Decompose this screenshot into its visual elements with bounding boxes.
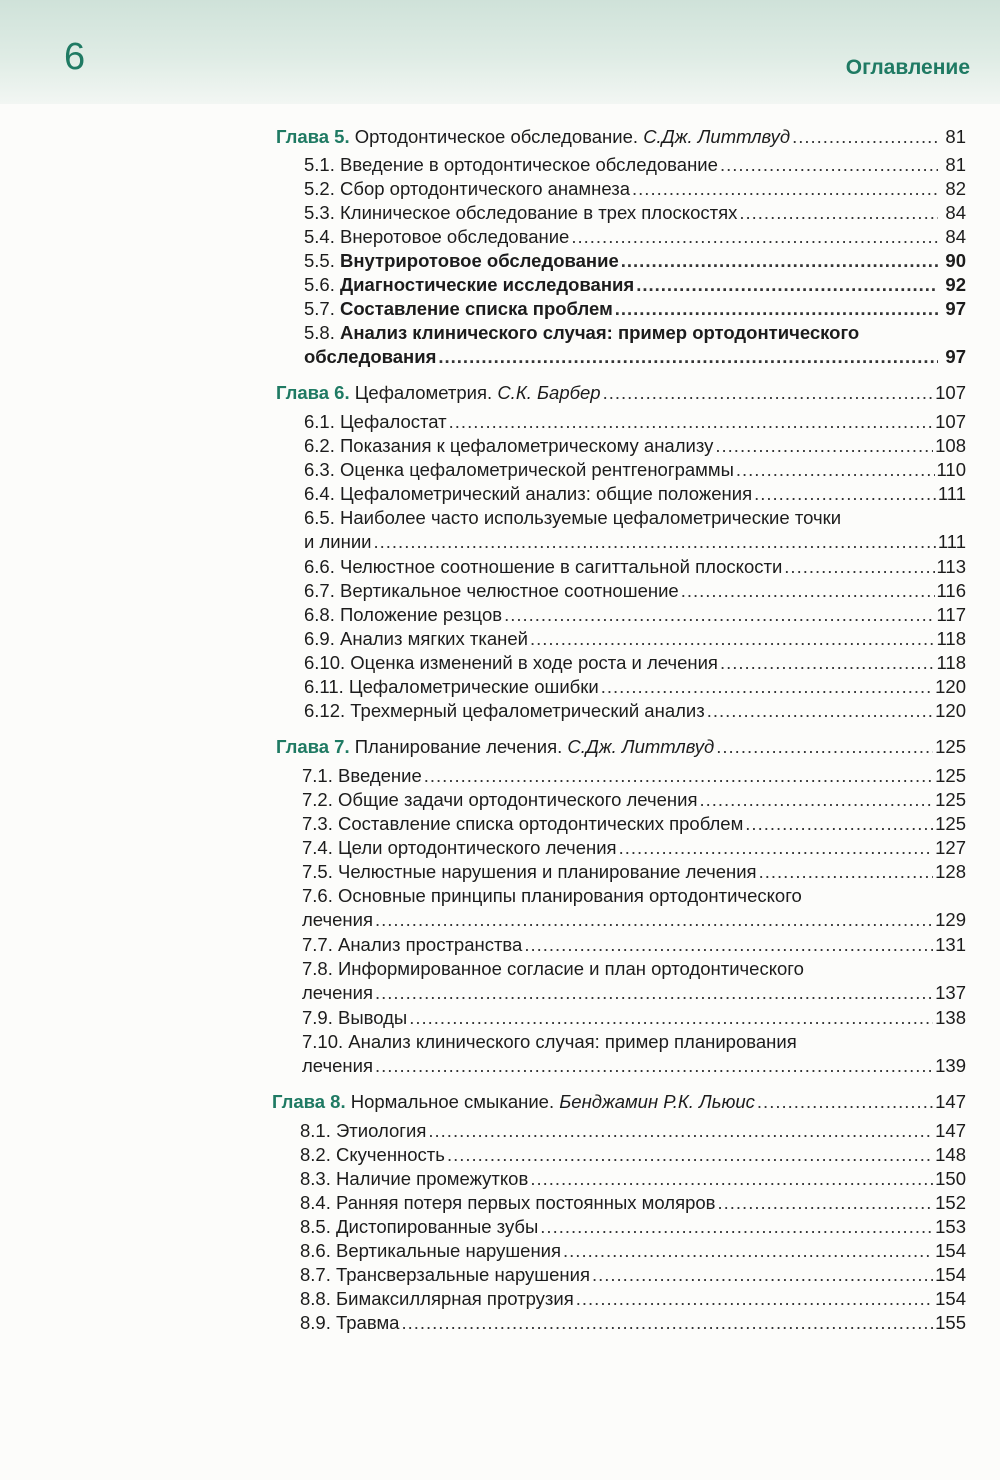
item-number: 6.12. [304,700,346,721]
dot-leader [524,933,933,957]
page-ref: 81 [945,154,966,175]
page-ref: 147 [935,1120,966,1141]
item-title: Информированное согласие и план ортодонтического [338,958,804,979]
item-title: Сбор ортодонтического анамнеза [340,178,631,199]
item-title: Наиболее часто используемые цефалометрические точки [340,507,842,528]
item-number: 6.4. [304,483,335,504]
item-number: 6.5. [304,507,335,528]
item-number: 8.8. [300,1288,331,1309]
dot-leader [409,1006,933,1030]
dot-leader [530,1167,933,1191]
dot-leader [720,651,935,675]
dot-leader [736,458,935,482]
toc-item[interactable] [304,249,966,273]
item-title: Диагностические исследования [340,274,635,295]
chapter-8-heading[interactable] [272,1090,966,1114]
dot-leader [718,1191,934,1215]
page-ref: 125 [935,813,966,834]
page-ref: 92 [945,274,966,295]
toc-item[interactable] [304,482,966,506]
dot-leader [449,410,933,434]
toc-item[interactable] [300,1287,966,1311]
dot-leader [754,482,936,506]
page-ref: 125 [935,789,966,810]
item-number: 5.1. [304,154,335,175]
item-title: Цефалостат [340,411,447,432]
item-title-continuation: лечения [302,1055,373,1076]
item-title: Вертикальное челюстное соотношение [340,580,679,601]
page-ref: 84 [945,226,966,247]
page-ref: 150 [935,1168,966,1189]
dot-leader [576,1287,933,1311]
item-title: Анализ пространства [338,934,523,955]
page-ref: 137 [935,982,966,1003]
dot-leader [615,297,938,321]
toc-item[interactable] [304,321,966,369]
item-title: Составление списка проблем [340,298,613,319]
page-ref: 111 [937,531,966,552]
dot-leader [632,177,938,201]
page-ref: 139 [935,1055,966,1076]
page-ref: 116 [936,580,966,601]
chapter-6-heading[interactable] [276,381,966,405]
item-number: 7.10. [302,1031,344,1052]
chapter-5-heading[interactable] [276,125,966,149]
item-title: Показания к цефалометрическому анализу [340,435,714,456]
page-ref: 147 [935,1091,966,1112]
item-title-continuation: лечения [302,909,373,930]
page-ref: 97 [945,298,966,319]
dot-leader [428,1119,933,1143]
chapter-author: С.К. Барбер [497,382,601,403]
chapter-author: С.Дж. Литтлвуд [567,736,715,757]
item-number: 7.8. [302,958,333,979]
toc-item[interactable] [300,1119,966,1143]
toc-item[interactable] [304,177,966,201]
page-ref: 127 [935,837,966,858]
toc-item[interactable] [304,201,966,225]
dot-leader [739,201,938,225]
page-ref: 138 [935,1007,966,1028]
toc-item[interactable] [304,434,966,458]
toc-item[interactable] [300,1311,966,1335]
item-number: 5.3. [304,202,335,223]
page-ref: 153 [935,1216,966,1237]
toc-item[interactable] [302,884,966,932]
toc-item[interactable] [304,555,966,579]
toc-item[interactable] [304,627,966,651]
dot-leader [540,1215,933,1239]
item-number: 6.1. [304,411,335,432]
toc-item[interactable] [304,675,966,699]
toc-item[interactable] [304,579,966,603]
item-title: Травма [336,1312,400,1333]
page-ref: 120 [935,676,966,697]
dot-leader [424,764,933,788]
page-ref: 107 [935,411,966,432]
item-title: Общие задачи ортодонтического лечения [338,789,698,810]
page-ref: 82 [945,178,966,199]
toc-item[interactable] [302,836,966,860]
dot-leader [375,981,933,1005]
dot-leader [699,788,933,812]
dot-leader [720,153,938,177]
toc-item[interactable] [302,957,966,1005]
item-title: Цефалометрический анализ: общие положения [340,483,753,504]
item-title: Положение резцов [340,604,503,625]
item-number: 5.2. [304,178,335,199]
item-number: 7.7. [302,934,333,955]
page-number: 6 [64,36,86,78]
item-title: Клиническое обследование в трех плоскостях [340,202,738,223]
chapter-title: Цефалометрия. [354,382,493,403]
item-title: Цефалометрические ошибки [348,676,599,697]
toc-item[interactable] [304,297,966,321]
item-title: Оценка цефалометрической рентгенограммы [340,459,734,480]
toc-item[interactable] [302,812,966,836]
page-ref: 107 [935,382,966,403]
item-number: 6.9. [304,628,335,649]
dot-leader [447,1143,933,1167]
chapter-title: Планирование лечения. [354,736,563,757]
item-title: Этиология [336,1120,427,1141]
dot-leader [759,860,934,884]
item-title-continuation: обследования [304,346,437,367]
dot-leader [716,735,933,759]
dot-leader [375,1054,933,1078]
page-ref: 154 [935,1264,966,1285]
page-ref: 117 [936,604,966,625]
dot-leader [571,225,938,249]
toc-item[interactable] [302,860,966,884]
item-number: 6.8. [304,604,335,625]
item-title: Трансверзальные нарушения [336,1264,590,1285]
item-title: Анализ клинического случая: пример планирования [348,1031,797,1052]
item-number: 6.10. [304,652,346,673]
page-ref: 81 [945,126,966,147]
dot-leader [681,579,935,603]
item-title: Ранняя потеря первых постоянных моляров [336,1192,716,1213]
dot-leader [757,1090,933,1114]
dot-leader [592,1263,933,1287]
item-number: 6.3. [304,459,335,480]
item-number: 7.2. [302,789,333,810]
page-ref: 155 [935,1312,966,1333]
chapter-label: Глава 6. [276,382,350,403]
toc-item[interactable] [300,1263,966,1287]
item-title: Дистопированные зубы [336,1216,539,1237]
dot-leader [621,249,938,273]
item-title: Цели ортодонтического лечения [338,837,617,858]
chapter-label: Глава 5. [276,126,350,147]
dot-leader [401,1311,933,1335]
item-number: 7.1. [302,765,333,786]
dot-leader [601,675,933,699]
item-number: 5.5. [304,250,335,271]
item-title: Трехмерный цефалометрический анализ [350,700,705,721]
toc-item[interactable] [304,273,966,297]
page-ref: 118 [936,652,966,673]
dot-leader [792,125,938,149]
item-title: Скученность [336,1144,445,1165]
item-number: 7.6. [302,885,333,906]
page-ref: 118 [936,628,966,649]
item-number: 5.7. [304,298,335,319]
item-number: 8.2. [300,1144,331,1165]
item-title: Челюстные нарушения и планирование лечения [338,861,757,882]
page-ref: 90 [945,250,966,271]
item-title: Введение в ортодонтическое обследование [340,154,718,175]
dot-leader [619,836,934,860]
toc-item[interactable] [300,1215,966,1239]
toc-item[interactable] [304,153,966,177]
dot-leader [707,699,933,723]
toc-item[interactable] [302,764,966,788]
item-title: Основные принципы планирования ортодонтического [338,885,802,906]
item-title: Челюстное соотношение в сагиттальной плоскости [340,556,783,577]
toc-item[interactable] [304,506,966,554]
item-title: Вертикальные нарушения [336,1240,562,1261]
page-ref: 125 [935,765,966,786]
page-ref: 128 [935,861,966,882]
item-title: Оценка изменений в ходе роста и лечения [350,652,718,673]
page-ref: 154 [935,1240,966,1261]
page-ref: 84 [945,202,966,223]
dot-leader [374,530,936,554]
dot-leader [530,627,935,651]
toc-item[interactable] [304,458,966,482]
item-number: 5.4. [304,226,335,247]
toc-item[interactable] [302,1006,966,1030]
item-number: 8.6. [300,1240,331,1261]
item-number: 5.6. [304,274,335,295]
item-title: Введение [338,765,422,786]
page-ref: 111 [937,483,966,504]
toc-item[interactable] [304,651,966,675]
chapter-author: С.Дж. Литтлвуд [643,126,791,147]
item-number: 6.6. [304,556,335,577]
toc-item[interactable] [300,1167,966,1191]
item-number: 8.1. [300,1120,331,1141]
page-ref: 131 [935,934,966,955]
toc-item[interactable] [304,225,966,249]
dot-leader [603,381,934,405]
toc-item[interactable] [304,410,966,434]
page-ref: 113 [936,556,966,577]
toc-item[interactable] [300,1143,966,1167]
chapter-author: Бенджамин Р.К. Льюис [559,1091,755,1112]
item-number: 7.4. [302,837,333,858]
item-title: Внеротовое обследование [340,226,570,247]
chapter-title: Нормальное смыкание. [350,1091,555,1112]
chapter-title: Ортодонтическое обследование. [354,126,639,147]
page-ref: 120 [935,700,966,721]
page-ref: 152 [935,1192,966,1213]
item-number: 6.11. [304,676,344,697]
item-number: 8.9. [300,1312,331,1333]
toc-item[interactable] [300,1191,966,1215]
dot-leader [745,812,933,836]
toc-item[interactable] [302,788,966,812]
dot-leader [784,555,934,579]
item-title-continuation: и линии [304,531,372,552]
item-title: Выводы [338,1007,408,1028]
page-ref: 148 [935,1144,966,1165]
item-number: 8.5. [300,1216,331,1237]
item-number: 7.9. [302,1007,333,1028]
dot-leader [563,1239,933,1263]
dot-leader [715,434,933,458]
page-ref: 129 [935,909,966,930]
item-number: 8.7. [300,1264,331,1285]
dot-leader [438,345,938,369]
page-ref: 154 [935,1288,966,1309]
page-ref: 110 [936,459,966,480]
item-number: 6.7. [304,580,335,601]
item-number: 6.2. [304,435,335,456]
dot-leader [504,603,934,627]
item-number: 8.4. [300,1192,331,1213]
section-title: Оглавление [845,56,970,79]
toc-item[interactable] [300,1239,966,1263]
page-ref: 97 [945,346,966,367]
toc-item[interactable] [302,1030,966,1078]
item-number: 7.3. [302,813,333,834]
toc-item[interactable] [302,933,966,957]
toc-item[interactable] [304,603,966,627]
chapter-label: Глава 7. [276,736,350,757]
item-title: Анализ мягких тканей [340,628,528,649]
toc-item[interactable] [304,699,966,723]
dot-leader [636,273,938,297]
item-number: 7.5. [302,861,333,882]
item-number: 5.8. [304,322,335,343]
item-title: Составление списка ортодонтических проблем [338,813,744,834]
item-number: 8.3. [300,1168,331,1189]
chapter-7-heading[interactable] [276,735,966,759]
item-title: Внутриротовое обследование [340,250,619,271]
item-title-continuation: лечения [302,982,373,1003]
dot-leader [375,908,933,932]
chapter-label: Глава 8. [272,1091,346,1112]
page-ref: 125 [935,736,966,757]
item-title: Наличие промежутков [336,1168,529,1189]
page-ref: 108 [935,435,966,456]
item-title: Анализ клинического случая: пример ортодонтического [340,322,860,343]
item-title: Бимаксиллярная протрузия [336,1288,574,1309]
